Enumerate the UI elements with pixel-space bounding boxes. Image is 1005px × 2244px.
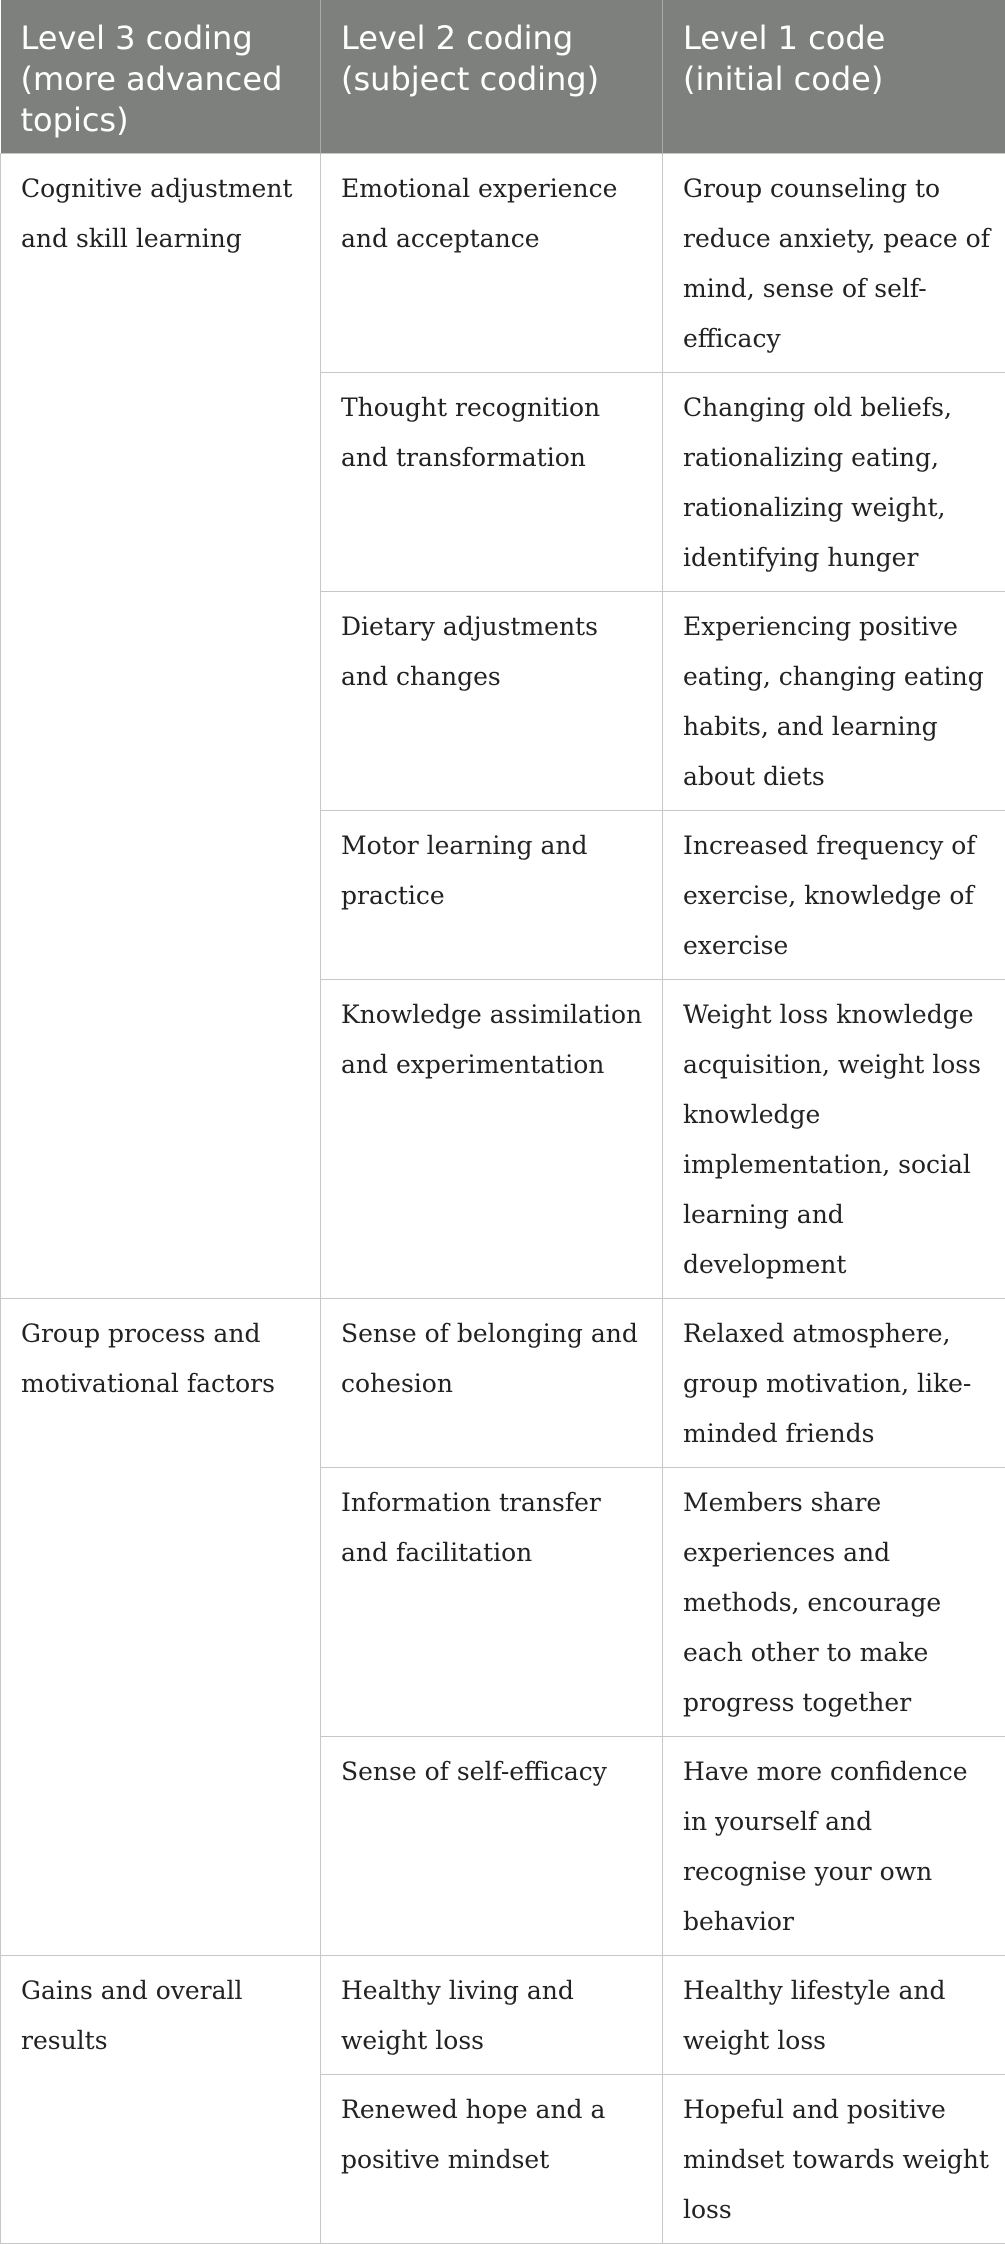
level3-cell: Gains and overall results	[1, 1956, 321, 2244]
table-row	[1, 1299, 1005, 1468]
level1-cell: Experiencing positive eating, changing eating habits, and learning about diets	[663, 592, 1005, 811]
header-row	[1, 0, 1005, 154]
header-level2: Level 2 coding (subject coding)	[321, 0, 663, 154]
level2-cell: Motor learning and practice	[321, 811, 663, 980]
level2-cell: Thought recognition and transformation	[321, 373, 663, 592]
level3-cell: Group process and motivational factors	[1, 1299, 321, 1956]
header-level1: Level 1 code (initial code)	[663, 0, 1005, 154]
header-level3: Level 3 coding (more advanced topics)	[1, 0, 321, 154]
level1-cell: Increased frequency of exercise, knowledge of exercise	[663, 811, 1005, 980]
table-row	[1, 1956, 1005, 2075]
level1-cell: Relaxed atmosphere, group motivation, like-minded friends	[663, 1299, 1005, 1468]
level2-cell: Dietary adjustments and changes	[321, 592, 663, 811]
level1-cell: Have more confidence in yourself and recognise your own behavior	[663, 1737, 1005, 1956]
level1-cell: Members share experiences and methods, encourage each other to make progress together	[663, 1468, 1005, 1737]
level2-cell: Healthy living and weight loss	[321, 1956, 663, 2075]
level1-cell: Group counseling to reduce anxiety, peace of mind, sense of self-efficacy	[663, 154, 1005, 373]
level3-cell: Cognitive adjustment and skill learning	[1, 154, 321, 1299]
level2-cell: Knowledge assimilation and experimentation	[321, 980, 663, 1299]
level1-cell: Healthy lifestyle and weight loss	[663, 1956, 1005, 2075]
level2-cell: Renewed hope and a positive mindset	[321, 2075, 663, 2244]
level2-cell: Information transfer and facilitation	[321, 1468, 663, 1737]
level1-cell: Changing old beliefs, rationalizing eating, rationalizing weight, identifying hunger	[663, 373, 1005, 592]
level2-cell: Emotional experience and acceptance	[321, 154, 663, 373]
level1-cell: Weight loss knowledge acquisition, weight loss knowledge implementation, social learning and development	[663, 980, 1005, 1299]
level1-cell: Hopeful and positive mindset towards weight loss	[663, 2075, 1005, 2244]
table-row	[1, 154, 1005, 373]
level2-cell: Sense of belonging and cohesion	[321, 1299, 663, 1468]
level2-cell: Sense of self-efficacy	[321, 1737, 663, 1956]
